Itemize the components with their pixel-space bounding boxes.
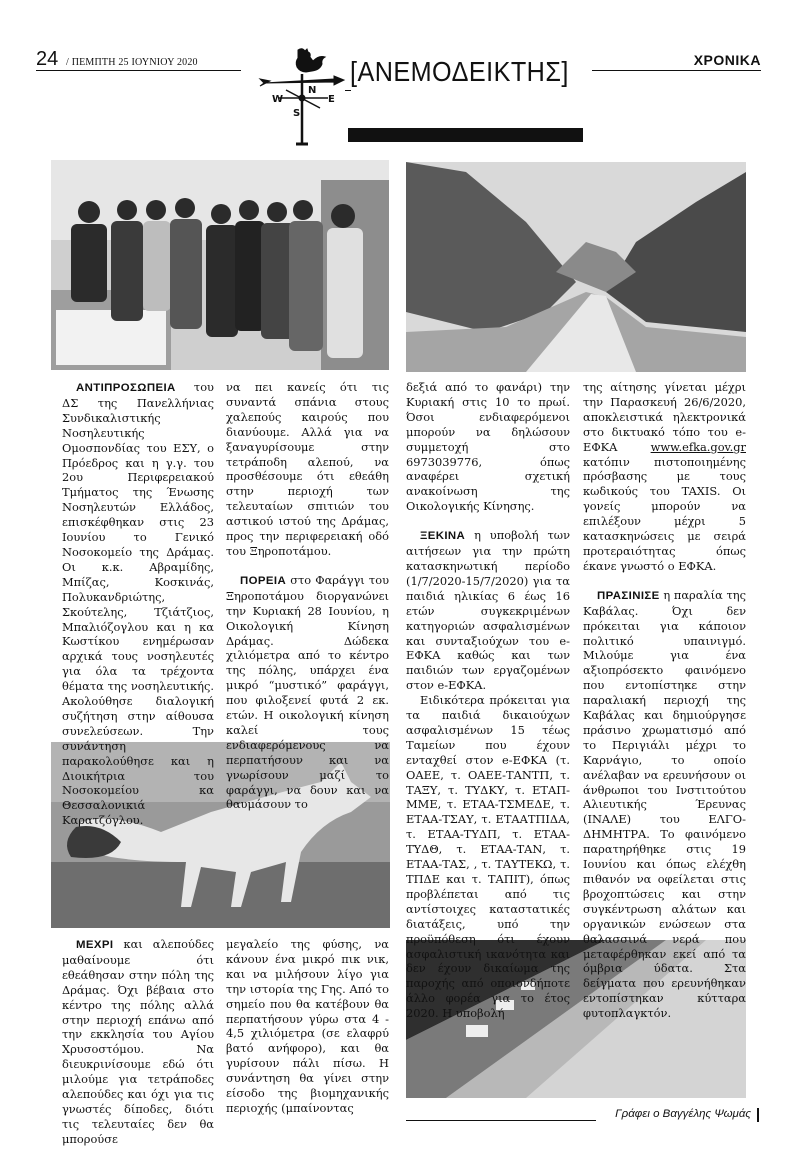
byline: Γράφει ο Βαγγέλης Ψωμάς — [615, 1108, 751, 1120]
efka-body-1: η υποβολή των αιτήσεων για την πρώτη κατασκηνωτική περίοδο (1/7/2020-15/7/2020) για τα παιδιά ηλικίας 6 έως 16 ετών συγκεκριμένων κατηγοριών ασφαλισμένων και συνταξιούχων του e-ΕΦΚΑ καθώς και των παιδιών των εργαζομένων στον e-ΕΦΚΑ. — [406, 528, 570, 693]
article-hike-end-and-efka — [406, 380, 570, 1021]
masthead-dash — [345, 90, 351, 91]
article-hike-cont — [226, 937, 389, 1116]
kavala-lead: ΠΡΑΣΙΝΙΣΕ — [597, 589, 660, 602]
efka-continuation-a: της αίτησης γίνεται μέχρι την Παρασκευή 26/6/2020, αποκλειστικά ηλεκτρονικά στο δικτυακό τόπο του e-ΕΦΚΑ — [583, 380, 746, 454]
hike-end: δεξιά από το φανάρι) την Κυριακή στις 10 το πρωί. Όσοι ενδιαφερόμενοι μπορούν να δηλώσουν συμμετοχή στο 6973039776, όπως αναφέρει σχετική ανακοίνωση της Οικολογικής Κίνησης. — [406, 380, 570, 514]
header-rule-right — [592, 70, 761, 71]
header-rule-left — [36, 70, 241, 71]
delegation-body: του ΔΣ της Πανελλήνιας Συνδικαλιστικής Νοσηλευτικής Ομοσπονδίας του ΕΣΥ, ο Πρόεδρος και η γ.γ. του 2ου Περιφερειακού Τμήματος της Ένωσης Νοσηλευτών Ελλάδος, επισκέφθηκαν στις 23 Ιουνίου το Γενικό Νοσοκομείο της Δράμας. Οι κ.κ. Αβραμίδης, Μπίζας, Κοσκινάς, Πολυκανδριώτης, Σκούτελης, Τζιάτζιος, Μπαλιόζογλου και η κα Κωστίκου ενημέρωσαν αρχικά τους νοσηλευτές για όλα τα τρέχοντα θέματα της νοσηλευτικής. Ακολούθησε διαλογική συζήτηση στην αίθουσα συνελεύσεων. Την συνάντηση παρακολούθησε και η Διοικήτρια του Νοσοκομείου κα Θεσσαλονικιά Καρατζόγλου. — [62, 380, 214, 828]
gorge-landscape-photo — [406, 162, 746, 372]
byline-end-mark — [757, 1108, 759, 1122]
hike-lead: ΠΟΡΕΙΑ — [240, 574, 287, 587]
vane-letter-w: W — [272, 94, 284, 105]
weathervane-icon — [256, 46, 346, 146]
efka-website-link[interactable]: www.efka.gov.gr — [650, 439, 746, 454]
article-foxes-cont-and-hike — [226, 380, 389, 812]
header-black-bar — [348, 128, 583, 142]
byline-rule — [406, 1120, 596, 1121]
kavala-body: η παραλία της Καβάλας. Όχι δεν πρόκειται για κάποιον πολιτικό υπαινιγμό. Μιλούμε για ένα αξιοπρόσεκτο φαινόμενο που εντοπίστηκε στην παραλιακή περιοχή της Καβάλας και δημιούργησε πράσινο χρωματισμό από το Περιγιάλι μέχρι το Καρνάγιο, το οποίο ανέλαβαν να ερευνήσουν οι άνθρωποι του Ινστιτούτου Αλιευτικής Έρευνας (ΙΝΑΛΕ) του ΕΛΓΟ- ΔΗΜΗΤΡΑ. Το φαινόμενο παρατηρήθηκε στις 19 Ιουνίου και όπως ελέχθη πιθανόν να οφείλεται στις βροχοπτώσεις και στην συγκέντρωση αλάτων και οργανικών ενώσεων στα θαλασσινά νερά που μεταφέρθηκαν εκεί από τα όμβρια ύδατα. Στα δείγματα που ερευνήθηκαν εντοπίστηκαν κύτταρα φυτοπλαγκτόν. — [583, 587, 746, 1021]
efka-body-2: Ειδικότερα πρόκειται για τα παιδιά δικαιούχων ασφαλισμένων 15 τέως Ταμείων που έχουν ενταχθεί στον e-ΕΦΚΑ (τ. ΟΑΕΕ, τ. ΟΑΕΕ-ΤΑΝΤΠ, τ. ΤΑΞΥ, τ. ΤΥΔΚΥ, τ. ΕΤΑΠ-ΜΜΕ, τ. ΕΤΑΑ-ΤΣΜΕΔΕ, τ. ΕΤΑΑ-ΤΣΑΥ, τ. ΕΤΑΑΤΠΙΔΑ, τ. ΕΤΑΑ-ΤΥΔΠ, τ. ΕΤΑΑ-ΤΥΔΘ, τ. ΕΤΑΑ-ΤΑΝ, τ. ΕΤΑΑ-ΤΑΣ, , τ. ΤΑΥΤΕΚΩ, τ. ΤΠΔΕ και τ. ΤΑΠΙΤ), όπως προβλέπεται από τις αντίστοιχες καταστατικές διατάξεις, υπό την προϋπόθεση ότι έχουν ασφαλιστική ικανότητα και δεν έχουν δικαίωμα της παροχής από οποιονδήποτε άλλο φορέα για το έτος 2020. Η υποβολή — [406, 693, 570, 1021]
issue-date-text: ΠΕΜΠΤΗ 25 ΙΟΥΝΙΟΥ 2020 — [71, 57, 198, 68]
foxes-continuation: να πει κανείς ότι τις συναντά σπάνια στους χαλεπούς καιρούς που διανύουμε. Αλλά για να ξαναγυρίσουμε στην τετράποδη αλεπού, να προσθέσουμε ότι εθεάθη στην περιοχή των τελευταίων σπιτιών του αστικού ιστού της Δράμας, προς την περιφερειακή οδό του Ξηροποτάμου. — [226, 380, 389, 558]
efka-continuation-b: κατόπιν πιστοποιημένης πρόσβασης με τους κωδικούς του TAXIS. Οι γονείς μπορούν να επιλέξουν μέχρι 5 κατασκηνώσεις με σειρά προτεραιότητας όπως έκανε γνωστό ο ΕΦΚΑ. — [583, 454, 746, 573]
foxes-lead: ΜΕΧΡΙ — [76, 939, 114, 951]
vane-letter-s: S — [293, 108, 301, 119]
vane-letter-n: N — [308, 85, 317, 96]
section-label: ΧΡΟΝΙΚΑ — [693, 52, 761, 68]
issue-date: / ΠΕΜΠΤΗ 25 ΙΟΥΝΙΟΥ 2020 — [66, 57, 198, 68]
foxes-body: και αλεπούδες μαθαίνουμε ότι εθεάθησαν στην πόλη της Δράμας. Όχι βέβαια στο κέντρο της πόλης αλλά στην περιοχή επάνω από την εκκλησία του Αγίου Χρυσοστόμου. Να διευκρινίσουμε εδώ ότι μιλούμε για τετράποδες αλεπούδες και όχι για τις γνωστές δίποδες, διότι τις τελευταίες δεν θα μπορούσε — [62, 937, 214, 1146]
delegation-lead: ΑΝΤΙΠΡΟΣΩΠΕΙΑ — [76, 382, 176, 394]
article-efka-cont-and-kavala — [583, 380, 746, 1021]
hike-body: στο Φαράγγι του Ξηροποτάμου διοργανώνει την Κυριακή 28 Ιουνίου, η Οικολογική Κίνηση Δράμας. Δώδεκα χιλιόμετρα από το κέντρο της πόλης, υπάρχει ένα μικρό “μυστικό” φαράγγι, που φιλοξενεί φυτά 2 εκ. ετών. Η οικολογική κίνηση καλεί τους ενδιαφερόμενους να περπατήσουν και να γνωρίσουν μαζί το φαράγγι, να δουν και να θαυμάσουν το — [226, 572, 389, 812]
masthead-title: [ΑΝΕΜΟΔΕΙΚΤΗΣ] — [350, 56, 569, 87]
vane-letter-e: E — [328, 94, 335, 105]
hike-continuation: μεγαλείο της φύσης, να κάνουν ένα μικρό πικ νικ, και να μιλήσουν λίγο για την ιστορία της Γης. Από το σημείο που θα κατέβουν θα περπατήσουν γύρω στα 4 - 4,5 χιλιόμετρα (σε ελαφρύ βατό ανήφορο), και θα γυρίσουν πάλι πίσω. Η συνάντηση θα γίνει στην είσοδο της βιομηχανικής περιοχής (μπαίνοντας — [226, 937, 389, 1115]
efka-lead: ΞΕΚΙΝΑ — [420, 530, 466, 543]
page-number: 24 — [36, 48, 59, 70]
article-delegation — [62, 380, 214, 828]
article-foxes — [62, 937, 214, 1147]
delegation-group-photo — [51, 160, 389, 370]
